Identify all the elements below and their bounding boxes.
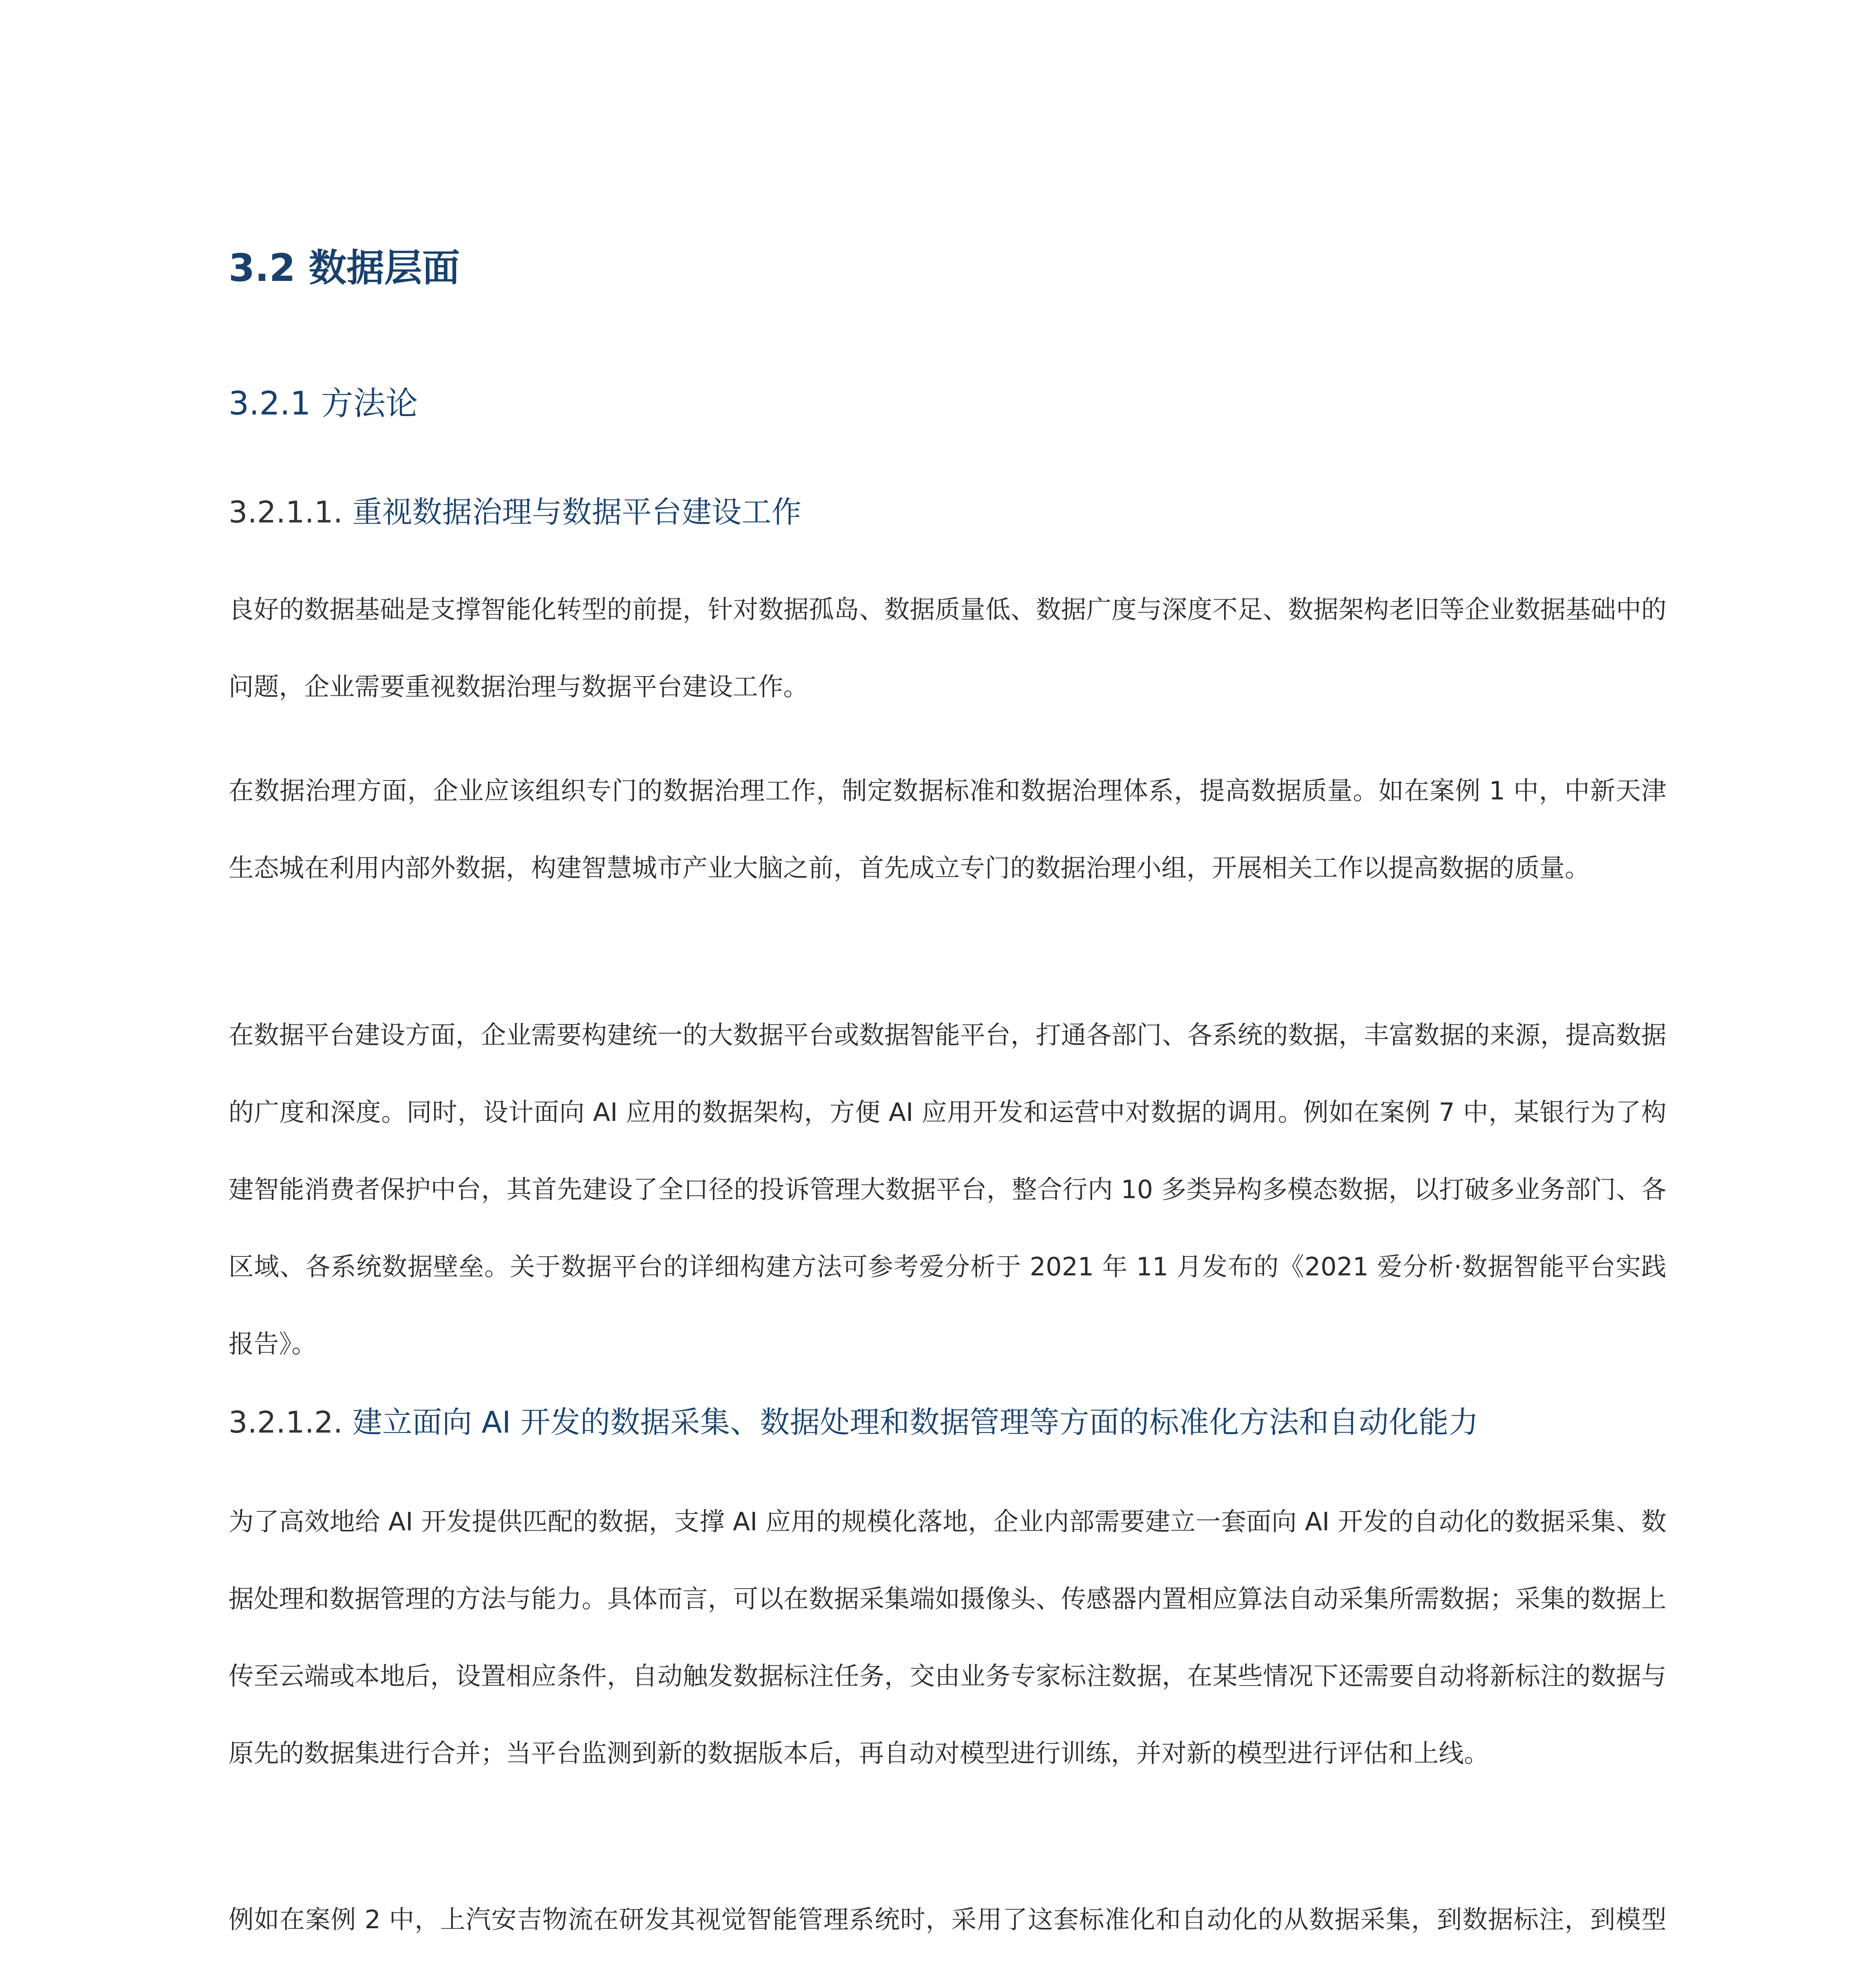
subsection-heading-methodology: 3.2.1 方法论 [228, 385, 418, 422]
paragraph-data-platform: 在数据平台建设方面，企业需要构建统一的大数据平台或数据智能平台，打通各部门、各系统的数据，丰富数据的来源，提高数据的广度和深度。同时，设计面向 AI 应用的数据架构，方便 AI 应用开发和运营中对数据的调用。例如在案例 7 中，某银行为了构建智能消费者保护中台，其首先建设了全口径的投诉管理大数据平台，整合行内 10 多类异构多模态数据，以打破多业务部门、各区域、各系统数据壁垒。关于数据平台的详细构建方法可参考爱分析于 2021 年 11 月发布的《2021 爱分析·数据智能平台实践报告》。 [228, 1021, 1666, 1359]
item-title: 重视数据治理与数据平台建设工作 [352, 494, 802, 530]
paragraph-data-governance: 在数据治理方面，企业应该组织专门的数据治理工作，制定数据标准和数据治理体系，提高数据质量。如在案例 1 中，中新天津生态城在利用内部外数据，构建智慧城市产业大脑之前，首先成立专门的数据治理小组，开展相关工作以提高数据的质量。 [228, 777, 1666, 883]
paragraph-case-example: 例如在案例 2 中，上汽安吉物流在研发其视觉智能管理系统时，采用了这套标准化和自动化的从数据采集，到数据标注，到模型 [228, 1905, 1666, 1935]
document-page [228, 0, 1666, 1970]
item-number: 3.2.1.1. [228, 494, 343, 530]
item-number: 3.2.1.2. [228, 1405, 343, 1440]
item-title: 建立面向 AI 开发的数据采集、数据处理和数据管理等方面的标准化方法和自动化能力 [352, 1405, 1479, 1440]
paragraph-data-foundation: 良好的数据基础是支撑智能化转型的前提，针对数据孤岛、数据质量低、数据广度与深度不足、数据架构老旧等企业数据基础中的问题，企业需要重视数据治理与数据平台建设工作。 [228, 595, 1666, 702]
item-heading-data-governance [228, 491, 801, 534]
section-heading: 3.2 数据层面 [228, 246, 460, 290]
item-heading-ai-data-standardization [228, 1401, 1479, 1444]
paragraph-ai-data-automation: 为了高效地给 AI 开发提供匹配的数据，支撑 AI 应用的规模化落地，企业内部需要建立一套面向 AI 开发的自动化的数据采集、数据处理和数据管理的方法与能力。具体而言，可以在数据采集端如摄像头、传感器内置相应算法自动采集所需数据；采集的数据上传至云端或本地后，设置相应条件，自动触发数据标注任务，交由业务专家标注数据，在某些情况下还需要自动将新标注的数据与原先的数据集进行合并；当平台监测到新的数据版本后，再自动对模型进行训练，并对新的模型进行评估和上线。 [228, 1507, 1666, 1768]
